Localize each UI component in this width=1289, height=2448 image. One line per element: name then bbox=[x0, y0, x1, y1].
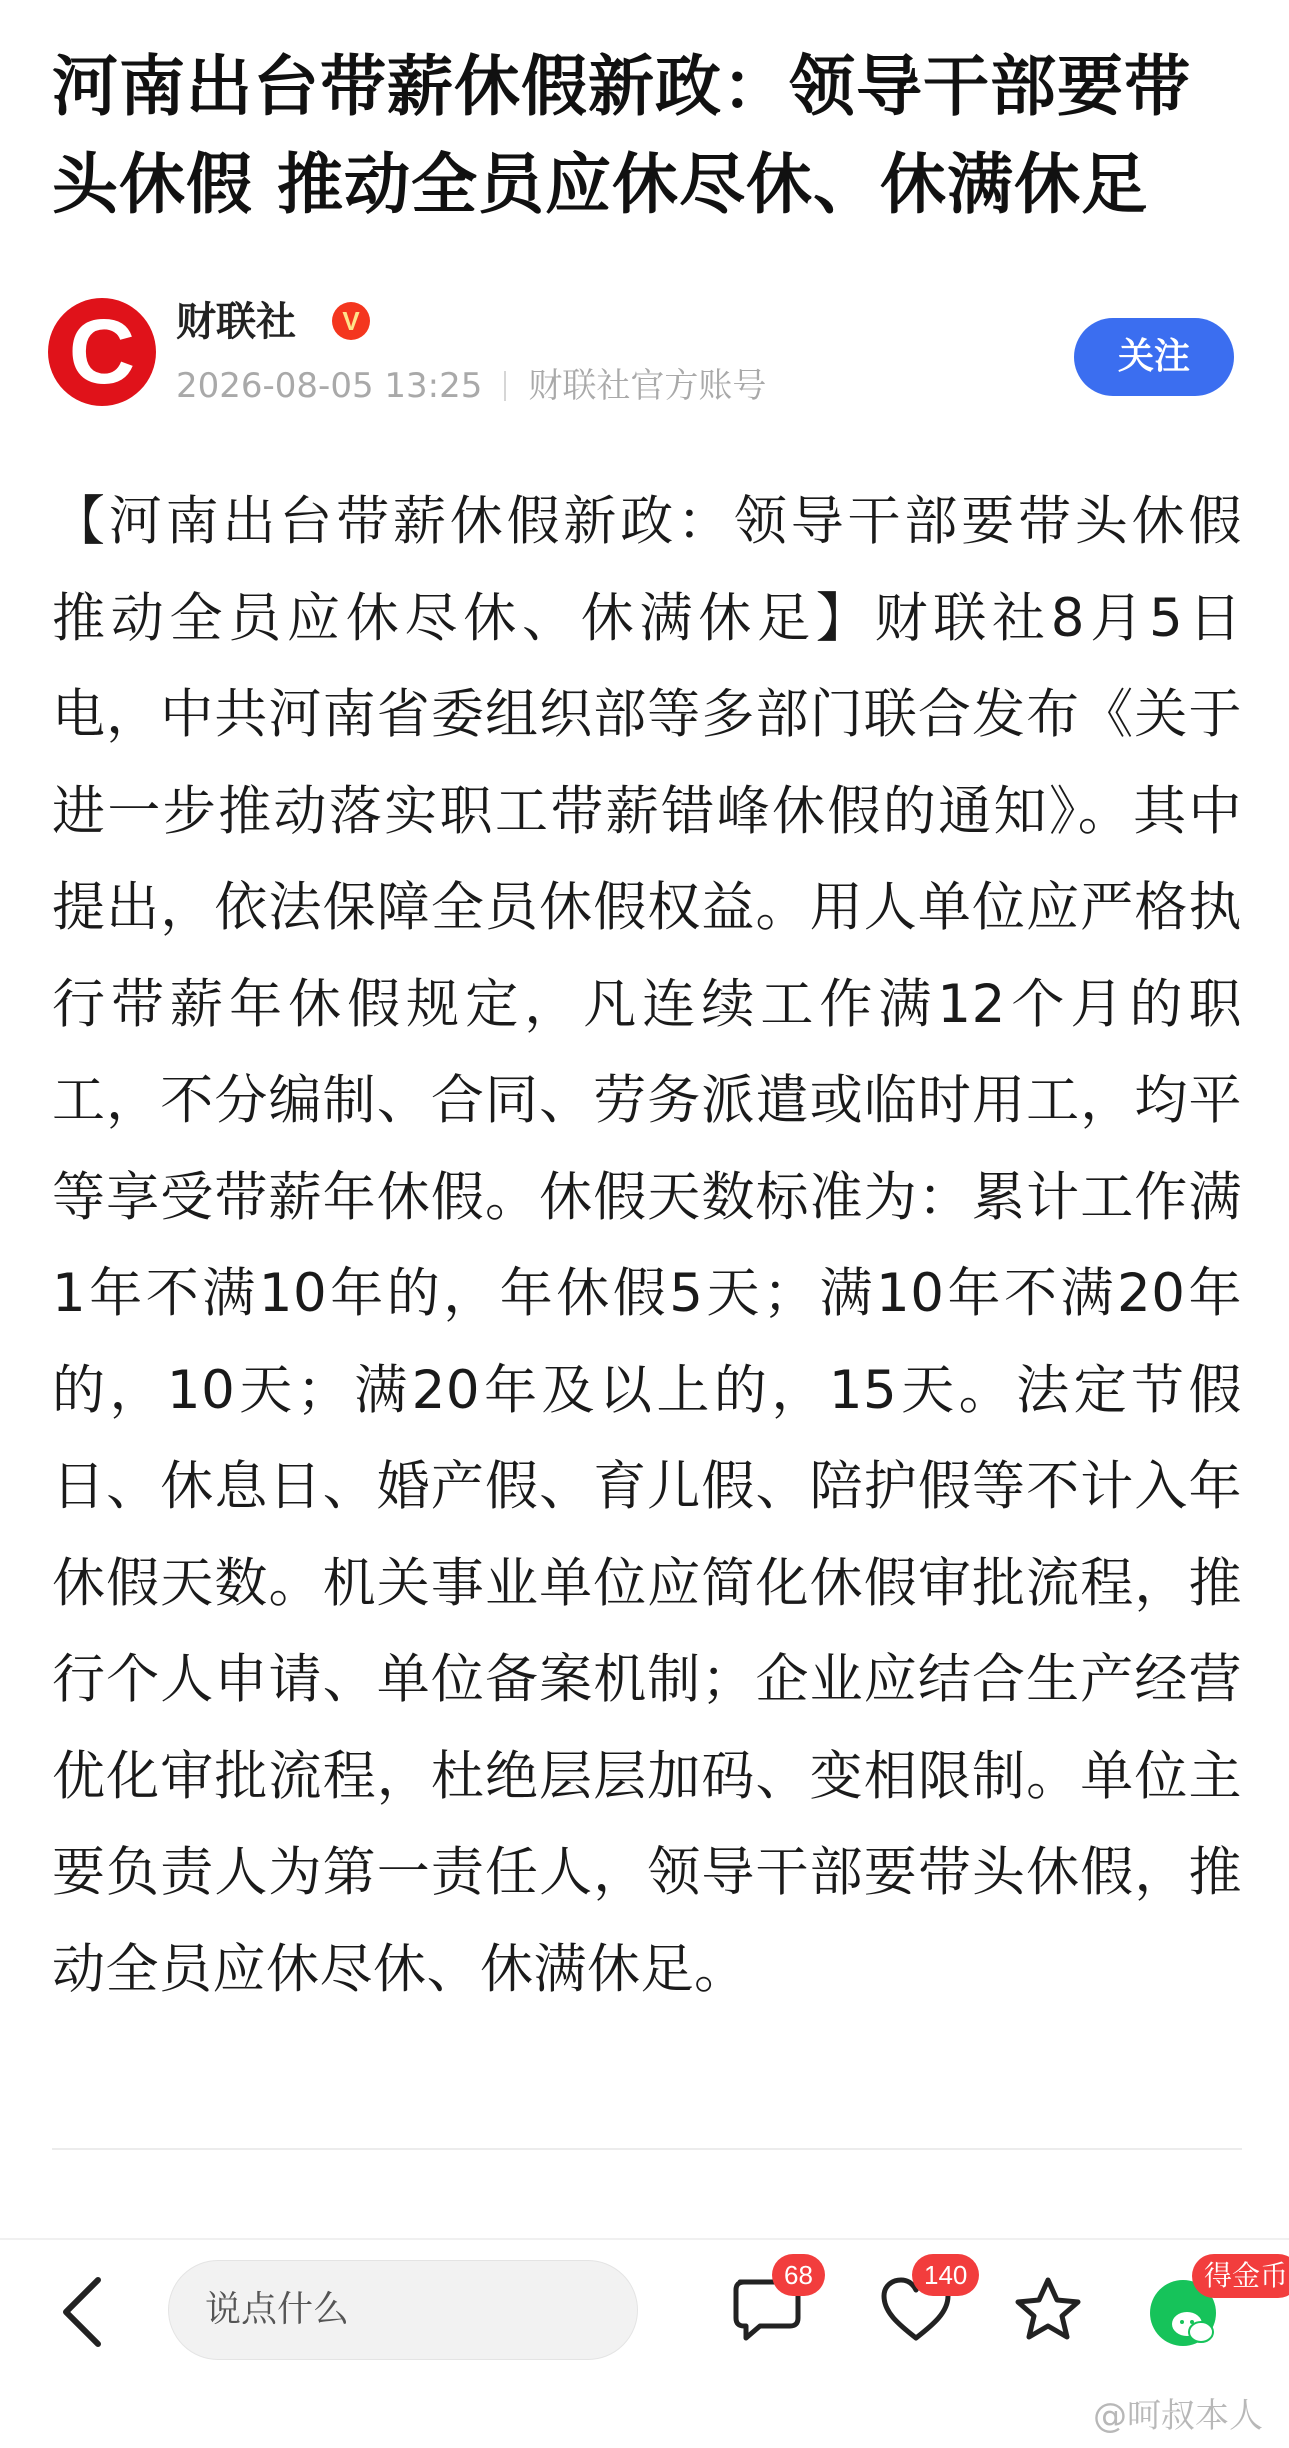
article-meta bbox=[176, 362, 766, 410]
like-count-badge: 140 bbox=[912, 2254, 979, 2296]
comment-placeholder: 说点什么 bbox=[205, 2289, 350, 2330]
favorite-button[interactable] bbox=[1000, 2260, 1100, 2360]
avatar[interactable] bbox=[48, 298, 156, 406]
author-name[interactable]: 财联社 bbox=[176, 299, 296, 345]
comment-input[interactable] bbox=[168, 2260, 638, 2360]
star-icon bbox=[1010, 2274, 1086, 2346]
article-title: 河南出台带薪休假新政：领导干部要带头休假 推动全员应休尽休、休满休足 bbox=[52, 48, 1191, 223]
back-button[interactable] bbox=[48, 2270, 128, 2354]
comment-count-badge: 68 bbox=[772, 2254, 825, 2296]
bottom-action-bar bbox=[0, 2238, 1289, 2390]
comment-button[interactable] bbox=[720, 2260, 820, 2360]
like-button[interactable] bbox=[868, 2260, 968, 2360]
follow-button[interactable]: 关注 bbox=[1074, 318, 1234, 396]
publish-timestamp: 2026-08-05 13:25 bbox=[176, 366, 483, 406]
divider bbox=[52, 2148, 1242, 2150]
article-body: 【河南出台带薪休假新政：领导干部要带头休假 推动全员应休尽休、休满休足】财联社8月5日电，中共河南省委组织部等多部门联合发布《关于进一步推动落实职工带薪错峰休假的通知》。其中提出，依法保障全员休假权益。用人单位应严格执行带薪年休假规定，凡连续工作满12个月的职工，不分编制、合同、劳务派遣或临时用工，均平等享受带薪年休假。休假天数标准为：累计工作满1年不满10年的，年休假5天；满10年不满20年的，10天；满20年及以上的，15天。法定节假日、休息日、婚产假、育儿假、陪护假等不计入年休假天数。机关事业单位应简化休假审批流程，推行个人申请、单位备案机制；企业应结合生产经营优化审批流程，杜绝层层加码、变相限制。单位主要负责人为第一责任人，领导干部要带头休假，推动全员应休尽休、休满休足。 bbox=[52, 491, 1242, 2000]
chevron-left-icon bbox=[48, 2270, 128, 2354]
share-wechat-button[interactable] bbox=[1144, 2259, 1289, 2360]
avatar-logo-letter: C bbox=[68, 301, 136, 403]
watermark: @呵叔本人 bbox=[1093, 2396, 1263, 2436]
author-row bbox=[48, 292, 1238, 422]
meta-divider bbox=[504, 371, 506, 401]
earn-coin-badge: 得金币 bbox=[1192, 2254, 1289, 2298]
account-type: 财联社官方账号 bbox=[528, 366, 767, 406]
verified-icon: V bbox=[332, 302, 370, 340]
